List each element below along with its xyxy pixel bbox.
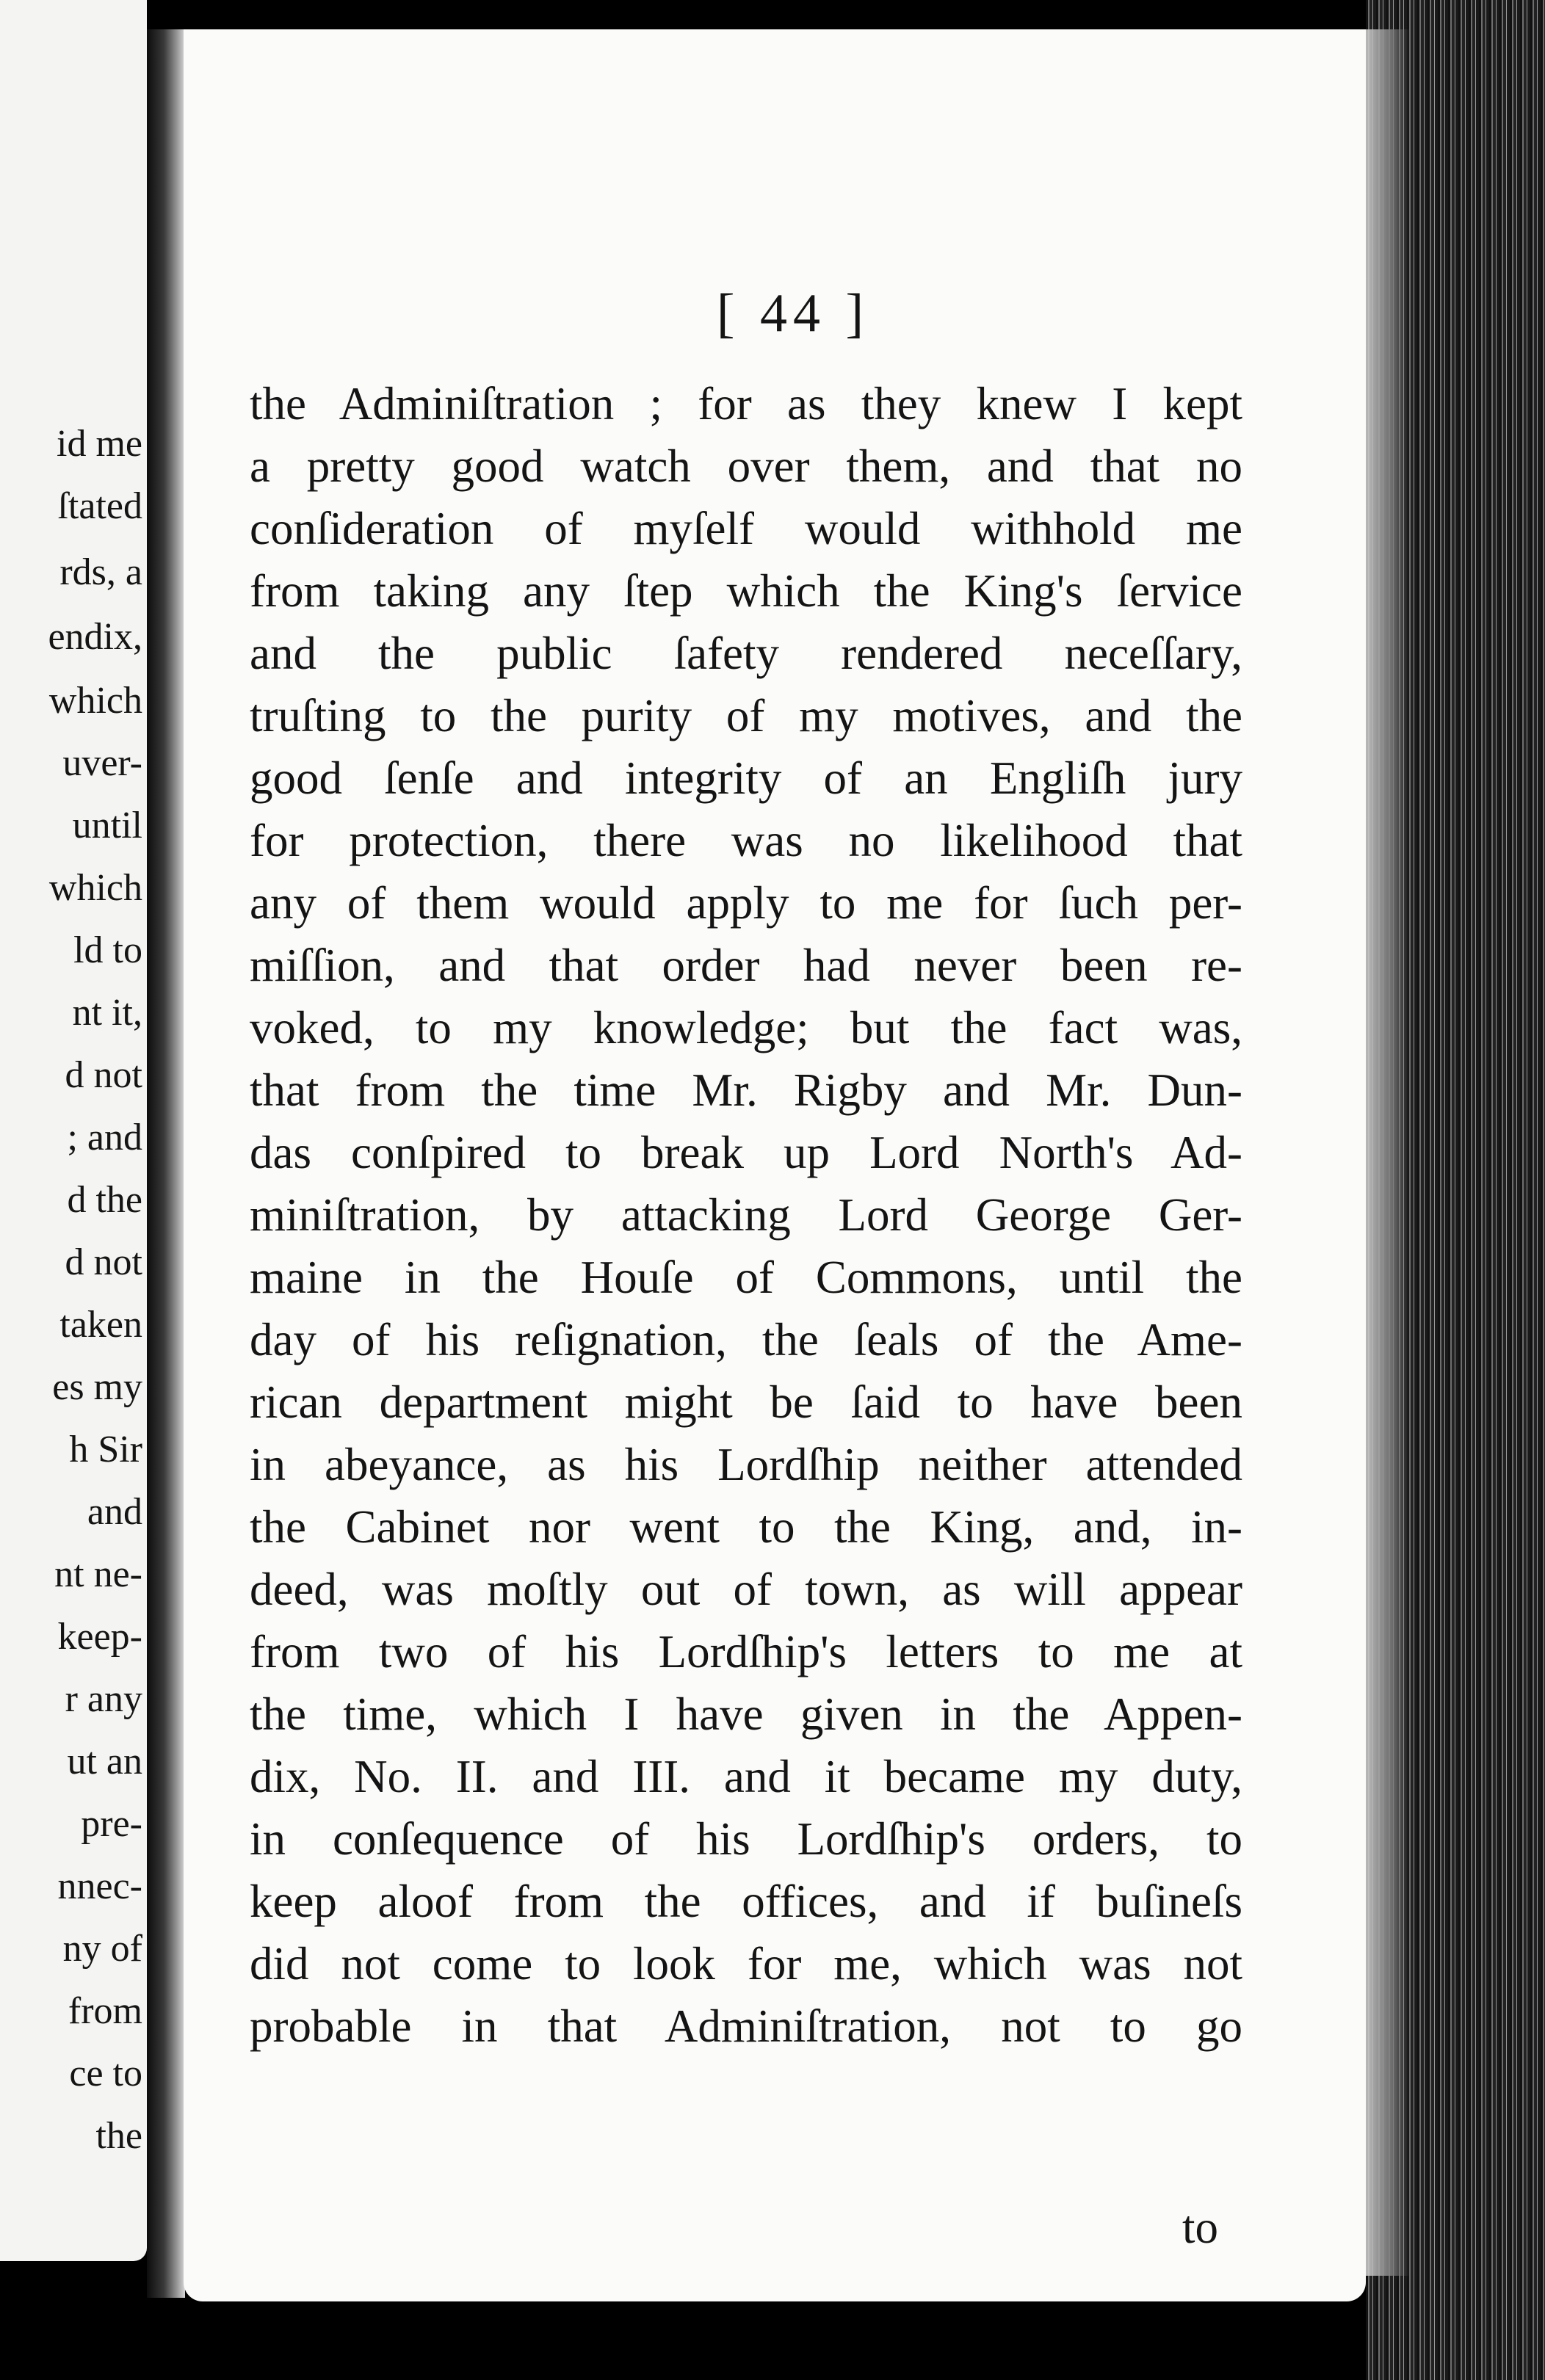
- page-edge-shadow: [1366, 29, 1410, 2276]
- text-line: a pretty good watch over them, and that no: [250, 440, 1242, 492]
- left-page-line: nnec-: [57, 1865, 142, 1907]
- text-line: miniſtration, by attacking Lord George Ger-: [250, 1189, 1242, 1241]
- text-line: in conſequence of his Lordſhip's orders, to: [250, 1813, 1242, 1865]
- text-line: voked, to my knowledge; but the fact was,: [250, 1002, 1242, 1053]
- text-line: maine in the Houſe of Commons, until the: [250, 1252, 1242, 1303]
- text-line: in abeyance, as his Lordſhip neither attended: [250, 1439, 1242, 1490]
- left-page-line: ld to: [73, 929, 142, 971]
- text-line: from two of his Lordſhip's letters to me at: [250, 1626, 1242, 1677]
- text-line: the Adminiſtration ; for as they knew I kept: [250, 378, 1242, 429]
- book-gutter: [147, 29, 185, 2298]
- left-page-line: from: [68, 1990, 142, 2032]
- text-line: truſting to the purity of my motives, and the: [250, 690, 1242, 741]
- left-page-line: the: [95, 2115, 142, 2157]
- text-line: from taking any ſtep which the King's ſervice: [250, 565, 1242, 617]
- left-page-line: pre-: [81, 1803, 142, 1845]
- text-line: and the public ſafety rendered neceſſary,: [250, 628, 1242, 679]
- left-page-line: ; and: [67, 1117, 142, 1158]
- left-page-line: uver-: [62, 742, 142, 784]
- left-page-line: nt ne-: [54, 1553, 142, 1595]
- text-line: the time, which I have given in the Appen-: [250, 1688, 1242, 1740]
- left-page-line: keep-: [57, 1616, 142, 1658]
- text-line: the Cabinet nor went to the King, and, in-: [250, 1501, 1242, 1553]
- text-line: das conſpired to break up Lord North's Ad-: [250, 1127, 1242, 1178]
- page-number: [ 44 ]: [716, 283, 870, 344]
- left-page-line: d not: [65, 1241, 142, 1283]
- text-line: probable in that Adminiſtration, not to go: [250, 2000, 1242, 2052]
- text-line: did not come to look for me, which was not: [250, 1938, 1242, 1989]
- left-page-line: ſtated: [57, 485, 142, 527]
- text-line: miſſion, and that order had never been re-: [250, 940, 1242, 991]
- left-page-line: which: [48, 680, 142, 722]
- left-page-line: id me: [57, 423, 142, 465]
- left-page-line: d not: [65, 1054, 142, 1096]
- text-line: good ſenſe and integrity of an Engliſh jury: [250, 752, 1242, 804]
- text-line: keep aloof from the offices, and if buſineſs: [250, 1876, 1242, 1927]
- text-line: deed, was moſtly out of town, as will appear: [250, 1564, 1242, 1615]
- text-line: dix, No. II. and III. and it became my duty,: [250, 1751, 1242, 1802]
- catchword: to: [1182, 2202, 1219, 2253]
- text-line: any of them would apply to me for ſuch per-: [250, 877, 1242, 929]
- left-page-line: taken: [59, 1304, 142, 1346]
- left-page-line: h Sir: [69, 1429, 142, 1470]
- text-line: for protection, there was no likelihood that: [250, 815, 1242, 866]
- text-line: day of his reſignation, the ſeals of the Ame-: [250, 1314, 1242, 1365]
- left-page-line: ut an: [67, 1741, 142, 1782]
- page: [184, 29, 1366, 2301]
- left-page-line: es my: [52, 1366, 142, 1408]
- left-page-line: r any: [65, 1678, 142, 1720]
- left-page-line: nt it,: [72, 992, 142, 1034]
- left-page-line: d the: [67, 1179, 142, 1221]
- left-page-line: ny of: [62, 1928, 142, 1970]
- text-line: rican department might be ſaid to have been: [250, 1376, 1242, 1428]
- left-page-line: and: [87, 1491, 142, 1533]
- left-page-line: endix,: [48, 616, 142, 658]
- previous-page-fragment: [0, 0, 147, 2261]
- left-page-line: which: [48, 867, 142, 909]
- left-page-line: ce to: [69, 2053, 142, 2094]
- left-page-line: until: [72, 805, 142, 846]
- text-line: that from the time Mr. Rigby and Mr. Dun-: [250, 1064, 1242, 1116]
- text-line: conſideration of myſelf would withhold me: [250, 503, 1242, 554]
- left-page-line: rds, a: [59, 551, 142, 593]
